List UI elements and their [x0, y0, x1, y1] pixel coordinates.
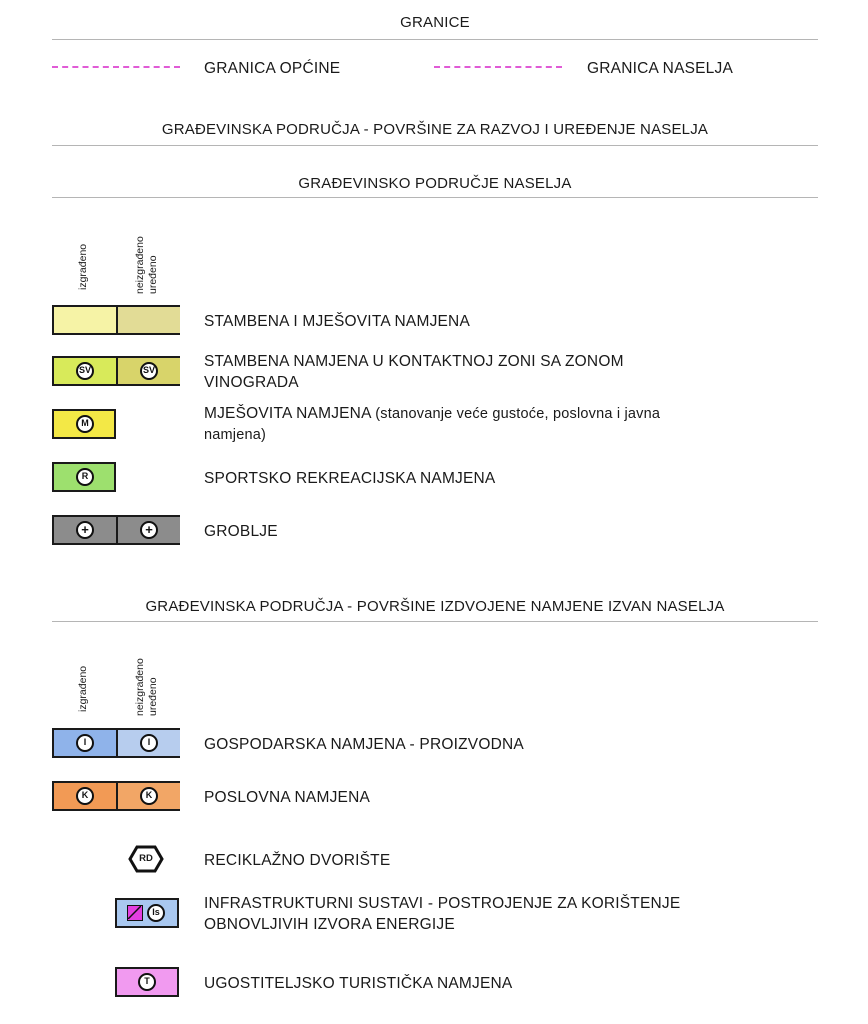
outside-areas-heading: GRAĐEVINSKA PODRUČJA - POVRŠINE IZDVOJENE NAMJENE IZVAN NASELJA — [145, 598, 725, 615]
granice-heading: GRANICE — [400, 14, 470, 31]
swatch-built — [54, 358, 118, 384]
swatch-unbuilt — [116, 307, 180, 333]
symbol-k: K — [76, 787, 94, 805]
symbol-t: T — [138, 973, 156, 991]
legend-label-recycling-yard: RECIKLAŽNO DVORIŠTE — [204, 852, 391, 869]
symbol-m: M — [76, 415, 94, 433]
label-line: OBNOVLJIVIH IZVORA ENERGIJE — [204, 916, 455, 933]
label-line: VINOGRADA — [204, 374, 299, 391]
label-main: MJEŠOVITA NAMJENA — [204, 405, 371, 422]
settlement-border-line — [434, 66, 562, 68]
legend-label-mixed-use — [204, 403, 660, 446]
legend-swatch-residential-vineyard — [52, 356, 180, 386]
divider — [52, 145, 818, 146]
swatch-built — [54, 730, 118, 756]
symbol-r: R — [76, 468, 94, 486]
municipality-border-label: GRANICA OPĆINE — [204, 60, 341, 77]
label-line — [204, 403, 660, 425]
symbol-i: I — [76, 734, 94, 752]
swatch-unbuilt — [116, 358, 180, 384]
swatch-built — [54, 411, 114, 437]
symbol-rd: RD — [139, 853, 153, 864]
legend-label-economic-production: GOSPODARSKA NAMJENA - PROIZVODNA — [204, 736, 524, 753]
legend-swatch-residential-mixed — [52, 305, 180, 335]
column-header-unbuilt-sub: uređeno — [147, 255, 159, 294]
legend-label-residential-vineyard — [204, 351, 624, 393]
column-header-unbuilt: neizgrađeno — [134, 658, 146, 716]
symbol-is: Is — [147, 904, 165, 922]
column-header-unbuilt: neizgrađeno — [134, 236, 146, 294]
legend-label-tourism: UGOSTITELJSKO TURISTIČKA NAMJENA — [204, 975, 513, 992]
legend-swatch-mixed-use — [52, 409, 116, 439]
legend-label-sports-recreation: SPORTSKO REKREACIJSKA NAMJENA — [204, 470, 496, 487]
legend-label-business: POSLOVNA NAMJENA — [204, 789, 370, 806]
legend-swatch-tourism — [115, 967, 179, 997]
settlement-border-label: GRANICA NASELJA — [587, 60, 733, 77]
symbol-i: I — [140, 734, 158, 752]
diagonal-icon — [128, 906, 141, 919]
recycling-yard-hexagon-icon — [128, 845, 164, 873]
swatch-built — [54, 517, 118, 543]
column-header-unbuilt-sub: uređeno — [147, 677, 159, 716]
swatch-unbuilt — [116, 730, 180, 756]
cross-icon: + — [140, 521, 158, 539]
label-line: INFRASTRUKTURNI SUSTAVI - POSTROJENJE ZA KORIŠTENJE — [204, 895, 681, 912]
energy-square-icon — [127, 905, 143, 921]
built-areas-heading: GRAĐEVINSKA PODRUČJA - POVRŠINE ZA RAZVOJ I UREĐENJE NASELJA — [161, 121, 709, 138]
settlement-area-heading: GRAĐEVINSKO PODRUČJE NASELJA — [298, 175, 572, 192]
swatch-built — [54, 307, 118, 333]
swatch-unbuilt — [116, 517, 180, 543]
legend-swatch-economic-production — [52, 728, 180, 758]
swatch-built — [54, 783, 118, 809]
swatch-unbuilt — [116, 783, 180, 809]
divider — [52, 39, 818, 40]
cross-icon: + — [76, 521, 94, 539]
swatch-built — [54, 464, 114, 490]
legend-label-renewable-energy — [204, 893, 680, 935]
legend-swatch-sports-recreation — [52, 462, 116, 492]
label-line: STAMBENA NAMJENA U KONTAKTNOJ ZONI SA ZONOM — [204, 353, 624, 370]
symbol-k: K — [140, 787, 158, 805]
label-detail: (stanovanje veće gustoće, poslovna i javna — [375, 406, 661, 422]
municipality-border-line — [52, 66, 180, 68]
column-header-built: izgrađeno — [77, 665, 89, 712]
divider — [52, 197, 818, 198]
legend-swatch-renewable-energy — [115, 898, 179, 928]
legend-label-residential-mixed: STAMBENA I MJEŠOVITA NAMJENA — [204, 313, 470, 330]
label-line: namjena) — [204, 427, 267, 443]
legend-swatch-business — [52, 781, 180, 811]
symbol-sv: SV — [76, 362, 94, 380]
symbol-sv: SV — [140, 362, 158, 380]
legend-swatch-cemetery — [52, 515, 180, 545]
legend-label-cemetery: GROBLJE — [204, 523, 278, 540]
column-header-built: izgrađeno — [77, 243, 89, 290]
divider — [52, 621, 818, 622]
